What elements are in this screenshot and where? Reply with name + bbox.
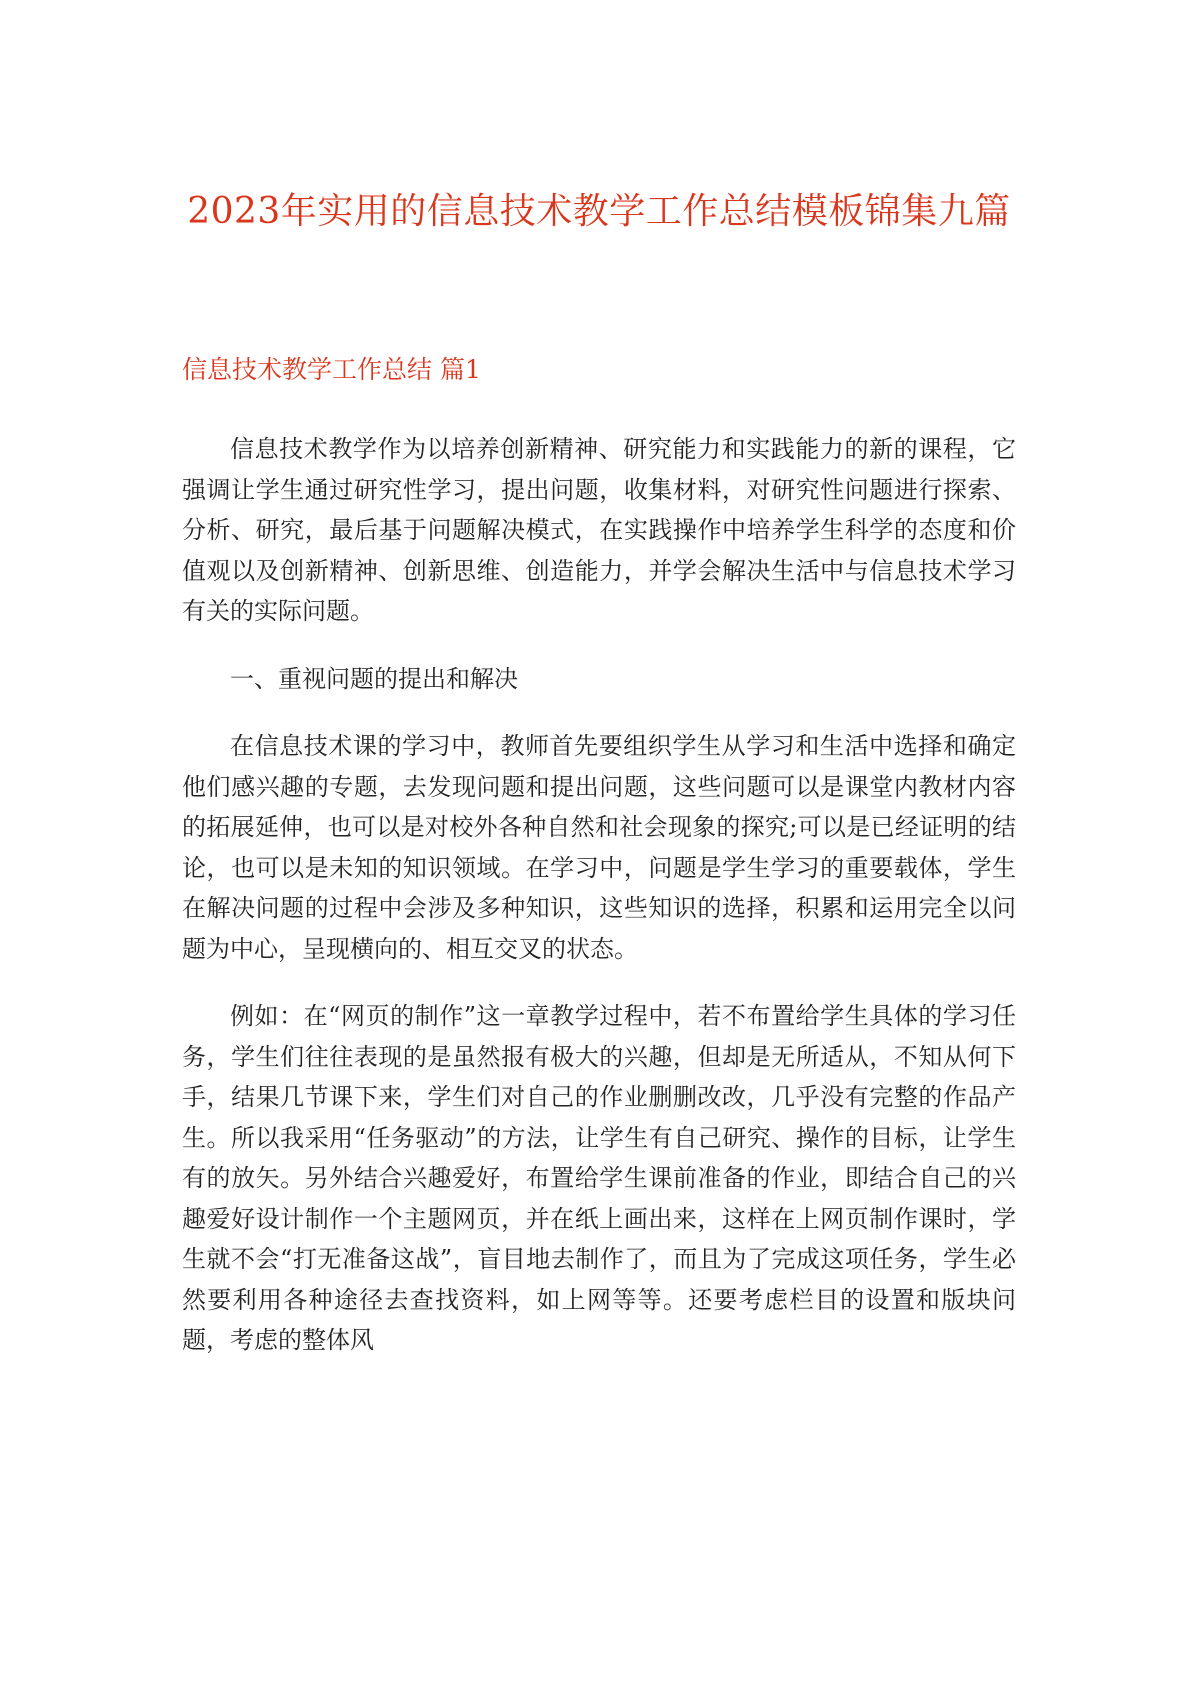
- subheading-1: 一、重视问题的提出和解决: [230, 664, 518, 693]
- document-title: 2023年实用的信息技术教学工作总结模板锦集九篇: [187, 191, 1011, 232]
- paragraph-example: 例如：在“网页的制作”这一章教学过程中，若不布置给学生具体的学习任务，学生们往往表现的是虽然报有极大的兴趣，但却是无所适从，不知从何下手，结果几节课下来，学生们对自己的作业删删改改，几乎没有完整的作品产生。所以我采用“任务驱动”的方法，让学生有自己研究、操作的目标，让学生有的放矢。另外结合兴趣爱好，布置给学生课前准备的作业，即结合自己的兴趣爱好设计制作一个主题网页，并在纸上画出来，这样在上网页制作课时，学生就不会“打无准备这战”，盲目地去制作了，而且为了完成这项任务，学生必然要利用各种途径去查找资料，如上网等等。还要考虑栏目的设置和版块问题，考虑的整体风: [182, 1002, 1016, 1354]
- document-body: [182, 429, 1016, 1361]
- paragraph-problem-solving: 在信息技术课的学习中，教师首先要组织学生从学习和生活中选择和确定他们感兴趣的专题，去发现问题和提出问题，这些问题可以是课堂内教材内容的拓展延伸，也可以是对校外各种自然和社会现象的探究;可以是已经证明的结论，也可以是未知的知识领域。在学习中，问题是学生学习的重要载体，学生在解决问题的过程中会涉及多种知识，这些知识的选择，积累和运用完全以问题为中心，呈现横向的、相互交叉的状态。: [182, 732, 1016, 963]
- paragraph-intro: 信息技术教学作为以培养创新精神、研究能力和实践能力的新的课程，它强调让学生通过研究性学习，提出问题，收集材料，对研究性问题进行探索、分析、研究，最后基于问题解决模式，在实践操作中培养学生科学的态度和价值观以及创新精神、创新思维、创造能力，并学会解决生活中与信息技术学习有关的实际问题。: [182, 435, 1016, 625]
- section-heading: 信息技术教学工作总结 篇1: [182, 355, 481, 384]
